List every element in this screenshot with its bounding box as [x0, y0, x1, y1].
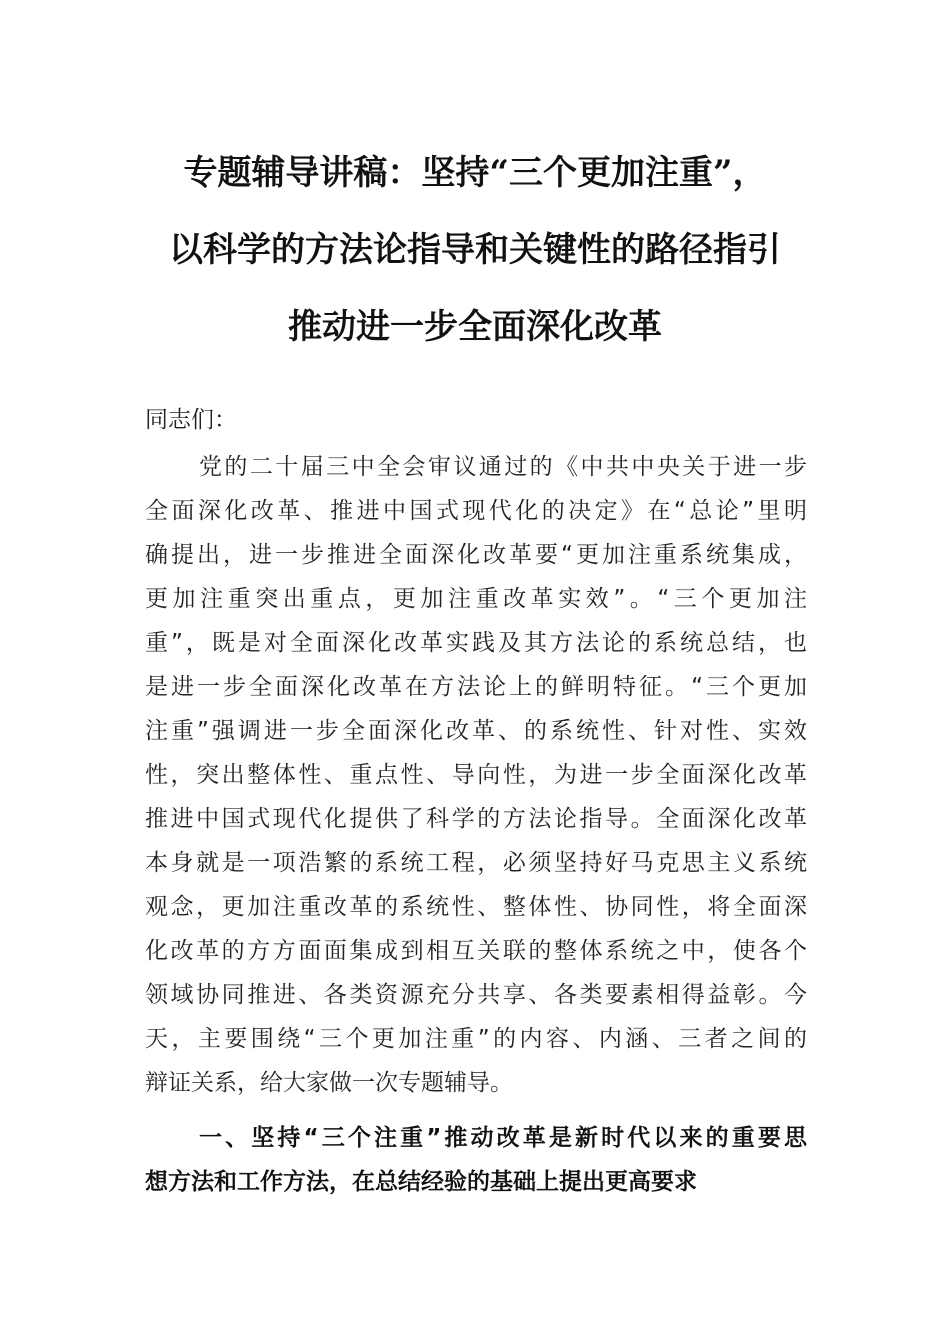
- title-line-1: 专题辅导讲稿：坚持“三个更加注重”，: [183, 153, 767, 193]
- paragraph-line: 重”，既是对全面深化改革实践及其方法论的系统总结，也: [145, 630, 807, 656]
- paragraph-line: 观念，更加注重改革的系统性、整体性、协同性，将全面深: [145, 894, 807, 920]
- paragraph-line: 性，突出整体性、重点性、导向性，为进一步全面深化改革: [145, 762, 807, 788]
- paragraph-line: 推进中国式现代化提供了科学的方法论指导。全面深化改革: [145, 806, 807, 832]
- paragraph-line: 更加注重突出重点，更加注重改革实效”。“三个更加注: [145, 586, 807, 612]
- heading-line-1: 一、坚持“三个注重”推动改革是新时代以来的重要思: [199, 1125, 807, 1151]
- salutation: 同志们：: [145, 407, 237, 433]
- section-1-heading: [145, 1116, 807, 1204]
- paragraph-line: 党的二十届三中全会审议通过的《中共中央关于进一步: [199, 454, 807, 480]
- title-line-3: 推动进一步全面深化改革: [288, 307, 662, 347]
- paragraph-line: 化改革的方方面面集成到相互关联的整体系统之中，使各个: [145, 938, 807, 964]
- paragraph-line: 注重”强调进一步全面深化改革、的系统性、针对性、实效: [145, 718, 807, 744]
- paragraph-line: 辩证关系，给大家做一次专题辅导。: [145, 1070, 513, 1096]
- title-line-2: 以科学的方法论指导和关键性的路径指引: [169, 230, 781, 270]
- paragraph-line: 本身就是一项浩繁的系统工程，必须坚持好马克思主义系统: [145, 850, 807, 876]
- document-title: [0, 135, 950, 366]
- paragraph-line: 确提出，进一步推进全面深化改革要“更加注重系统集成，: [145, 542, 807, 568]
- paragraph-line: 领域协同推进、各类资源充分共享、各类要素相得益彰。今: [145, 982, 807, 1008]
- paragraph-line: 全面深化改革、推进中国式现代化的决定》在“总论”里明: [145, 498, 807, 524]
- paragraph-1: [145, 445, 807, 1105]
- heading-line-2: 想方法和工作方法，在总结经验的基础上提出更高要求: [145, 1169, 697, 1195]
- paragraph-line: 天，主要围绕“三个更加注重”的内容、内涵、三者之间的: [145, 1026, 807, 1052]
- paragraph-line: 是进一步全面深化改革在方法论上的鲜明特征。“三个更加: [145, 674, 807, 700]
